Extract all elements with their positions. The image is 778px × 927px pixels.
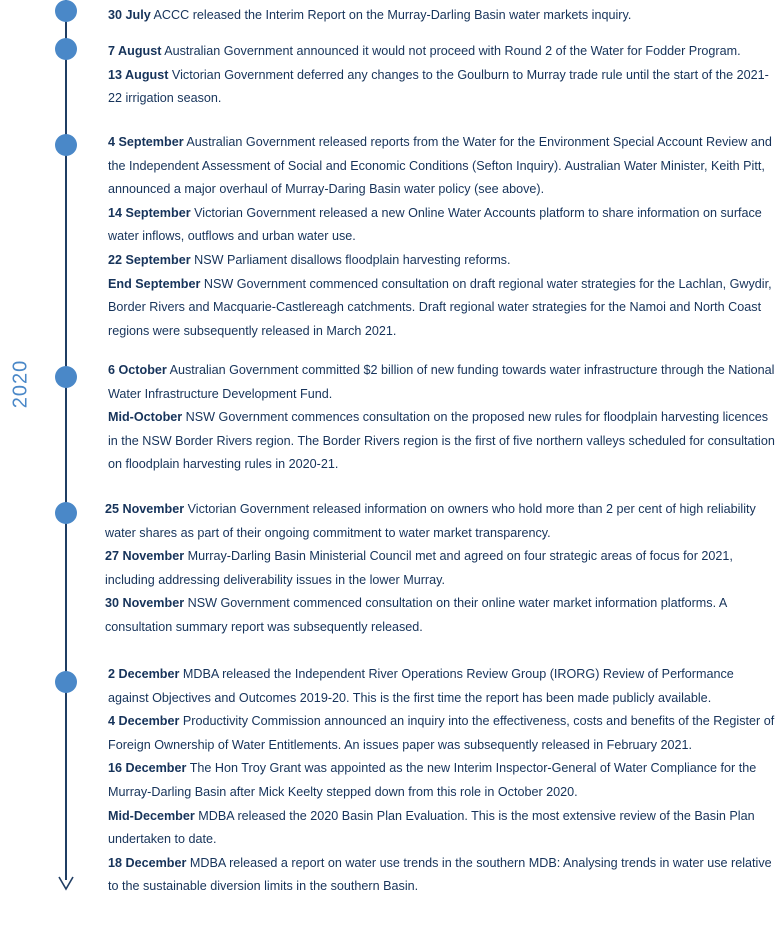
milestone-dot <box>55 502 77 524</box>
milestone-dot <box>55 0 77 22</box>
timeline-group-july <box>108 4 776 28</box>
timeline-entry <box>108 4 776 28</box>
entry-text: NSW Government commenced consultation on draft regional water strategies for the Lachlan, Gwydir, Border Rivers and Macquarie-Castlereagh catchments. Draft regional water strategies for the Namoi and North Coast regions were subsequently released in March 2021. <box>108 276 772 338</box>
entry-date: 16 December <box>108 761 187 776</box>
year-label: 2020 <box>9 359 32 409</box>
timeline-group-november <box>105 498 773 640</box>
timeline-entry <box>105 498 773 545</box>
entry-date: 14 September <box>108 205 191 220</box>
timeline-entry <box>105 592 773 639</box>
timeline-entry <box>108 273 776 344</box>
entry-date: 27 November <box>105 549 185 564</box>
timeline-entry <box>108 40 776 64</box>
entry-date: 22 September <box>108 252 191 267</box>
timeline-entry <box>108 852 776 899</box>
timeline-entry <box>108 663 776 710</box>
entry-text: NSW Government commences consultation on the proposed new rules for floodplain harvesting licences in the NSW Border Rivers region. The Border Rivers region is the first of five northern valleys scheduled for consultation on floodplain harvesting rules in 2020-21. <box>108 410 775 472</box>
entry-text: MDBA released the Independent River Operations Review Group (IRORG) Review of Performance against Objectives and Outcomes 2019-20. This is the first time the report has been made publicly available. <box>108 667 734 705</box>
entry-date: 6 October <box>108 363 167 377</box>
timeline-entry <box>108 64 776 111</box>
entry-text: NSW Government commenced consultation on their online water market information platforms. A consultation summary report was subsequently released. <box>105 596 727 634</box>
timeline-group-august <box>108 40 776 111</box>
timeline-group-december <box>108 663 776 899</box>
entry-text: Victorian Government released information on owners who hold more than 2 per cent of high reliability water shares as part of their ongoing commitment to water market transparency. <box>105 502 756 540</box>
entry-text: Australian Government committed $2 billion of new funding towards water infrastructure through the National Water Infrastructure Development Fund. <box>108 363 775 401</box>
timeline-entry <box>105 545 773 592</box>
entry-text: Australian Government released reports from the Water for the Environment Special Account Review and the Independent Assessment of Social and Economic Conditions (Sefton Inquiry). Australian Water Minister, Keith Pitt, announced a major overhaul of Murray-Daring Basin water policy (see above). <box>108 135 772 197</box>
entry-text: MDBA released a report on water use trends in the southern MDB: Analysing trends in water use relative to the sustainable diversion limits in the southern Basin. <box>108 855 772 894</box>
timeline-entry <box>108 805 776 852</box>
timeline-entry <box>108 710 776 757</box>
entry-date: 13 August <box>108 67 169 82</box>
entry-date: 2 December <box>108 667 180 681</box>
timeline-entry <box>108 131 776 202</box>
timeline-group-september <box>108 131 776 343</box>
entry-date: 7 August <box>108 44 162 58</box>
milestone-dot <box>55 671 77 693</box>
timeline-entry <box>108 359 776 406</box>
entry-text: Victorian Government deferred any changes to the Goulburn to Murray trade rule until the start of the 2021-22 irrigation season. <box>108 67 769 106</box>
milestone-dot <box>55 366 77 388</box>
entry-date: 30 November <box>105 596 185 611</box>
entry-text: MDBA released the 2020 Basin Plan Evaluation. This is the most extensive review of the Basin Plan undertaken to date. <box>108 808 755 847</box>
timeline-entry <box>108 406 776 477</box>
entry-date: 30 July <box>108 8 151 22</box>
milestone-dot <box>55 134 77 156</box>
entry-text: ACCC released the Interim Report on the Murray-Darling Basin water markets inquiry. <box>153 8 632 22</box>
entry-text: Productivity Commission announced an inquiry into the effectiveness, costs and benefits of the Register of Foreign Ownership of Water Entitlements. An issues paper was subsequently released in February 2021. <box>108 714 775 752</box>
entry-date: Mid-October <box>108 410 183 425</box>
entry-date: 25 November <box>105 502 185 516</box>
arrow-down-icon <box>57 873 75 891</box>
entry-date: End September <box>108 276 201 291</box>
entry-date: 4 September <box>108 135 184 149</box>
timeline-entry <box>108 202 776 249</box>
entry-text: Victorian Government released a new Online Water Accounts platform to share information on surface water inflows, outflows and urban water use. <box>108 205 762 244</box>
entry-date: Mid-December <box>108 808 195 823</box>
entry-date: 18 December <box>108 855 187 870</box>
entry-text: Australian Government announced it would not proceed with Round 2 of the Water for Fodder Program. <box>164 44 741 58</box>
timeline-group-october <box>108 359 776 477</box>
entry-text: Murray-Darling Basin Ministerial Council met and agreed on four strategic areas of focus for 2021, including addressing deliverability issues in the lower Murray. <box>105 549 733 587</box>
entry-text: The Hon Troy Grant was appointed as the new Interim Inspector-General of Water Compliance for the Murray-Darling Basin after Mick Keelty stepped down from this role in October 2020. <box>108 761 757 799</box>
timeline-entry <box>108 757 776 804</box>
entry-text: NSW Parliament disallows floodplain harvesting reforms. <box>194 252 511 267</box>
timeline-entry <box>108 249 776 273</box>
milestone-dot <box>55 38 77 60</box>
timeline-line <box>65 0 67 880</box>
entry-date: 4 December <box>108 714 180 729</box>
